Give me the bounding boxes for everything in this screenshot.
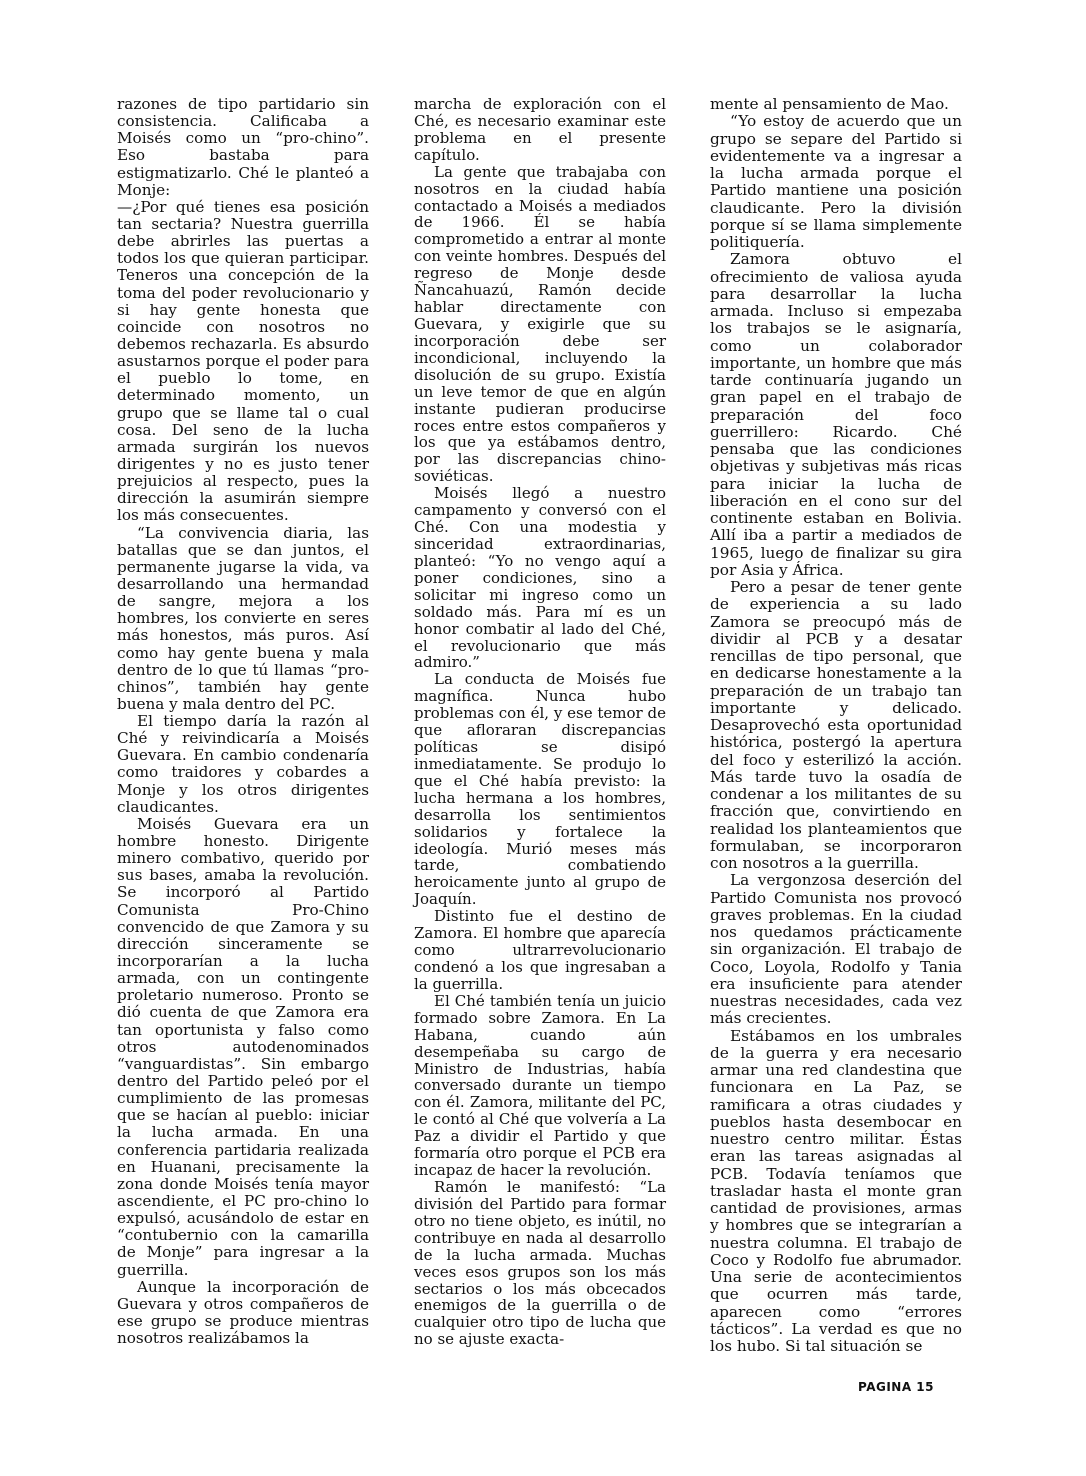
paragraph: “La convivencia diaria, las batallas que se dan juntos, el permanente jugarse la vida, va desarrollando una hermandad de sangre, mejora a los hombres, los convierte en seres más honestos, más puros. Así como hay gente buena y mala dentro de lo que tú llamas “pro-chinos”, también hay gente buena y mala dentro del PC. [117, 523, 369, 713]
paragraph: razones de tipo partidario sin consistencia. Calificaba a Moisés como un “pro-chino”. Eso bastaba para estigmatizarlo. Ché le planteó a Monje: [117, 95, 369, 199]
paragraph: La vergonzosa deserción del Partido Comunista nos provocó graves problemas. En la ciudad nos quedamos prácticamente sin organización. El trabajo de Coco, Loyola, Rodolfo y Tania era insuficiente para atender nuestras necesidades, cada vez más crecientes. [710, 871, 962, 1028]
text-column-right [710, 96, 962, 1355]
paragraph: Moisés llegó a nuestro campamento y conversó con el Ché. Con una modestia y sinceridad extraordinarias, planteó: “Yo no vengo aquí a poner condiciones, sino a solicitar mi ingreso como un soldado más. Para mí es un honor combatir al lado del Ché, el revolucionario que más admiro.” [414, 484, 666, 672]
paragraph: Moisés Guevara era un hombre honesto. Dirigente minero combativo, querido por sus bases, amaba la revolución. Se incorporó al Partido Comunista Pro-Chino convencido de que Zamora y su dirección sinceramente se incorporarían a la lucha armada, con un contingente proletario numeroso. Pronto se dió cuenta de que Zamora era tan oportunista y falso como otros autodenominados “vanguardistas”. Sin embargo dentro del Partido peleó por el cumplimiento de las promesas que se hacían al pueblo: iniciar la lucha armada. En una conferencia partidaria realizada en Huanani, precisamente la zona donde Moisés tenía mayor ascendiente, el PC pro-chino lo expulsó, acusándolo de estar en “contubernio con la camarilla de Monje” para ingresar a la guerrilla. [117, 814, 369, 1279]
paragraph: El tiempo daría la razón al Ché y reivindicaría a Moisés Guevara. En cambio condenaría como traidores y cobardes a Monje y los otros dirigentes claudicantes. [117, 712, 369, 816]
paragraph: Aunque la incorporación de Guevara y otros compañeros de ese grupo se produce mientras nosotros realizábamos la [117, 1277, 369, 1348]
paragraph: Pero a pesar de tener gente de experiencia a su lado Zamora se preocupó más de dividir al PCB y a desatar rencillas de tipo personal, que en dedicarse honestamente a la preparación de un trabajo tan importante y delicado. Desaprovechó esta oportunidad histórica, postergó la apertura del foco y esterilizó la acción. Más tarde tuvo la osadía de condenar a los militantes de su fracción que, convirtiendo en realidad los planteamientos que formulaban, se incorporaron con nosotros a la guerrilla. [710, 578, 962, 872]
page-number: PAGINA 15 [858, 1380, 935, 1394]
paragraph: Distinto fue el destino de Zamora. El hombre que aparecía como ultrarrevolucionario condenó a los que ingresaban a la guerrilla. [414, 907, 666, 993]
paragraph: El Ché también tenía un juicio formado sobre Zamora. En La Habana, cuando aún desempeñaba su cargo de Ministro de Industrias, había conversado durante un tiempo con él. Zamora, militante del PC, le contó al Ché que volvería a La Paz a dividir el Partido y que formaría otro porque el PCB era incapaz de hacer la revolución. [414, 991, 666, 1180]
paragraph: “Yo estoy de acuerdo que un grupo se separe del Partido si evidentemente va a ingresar a la lucha armada porque el Partido mantiene una posición claudicante. Pero la división porque sí se llama simplemente politiquería. [710, 112, 962, 251]
paragraph: Estábamos en los umbrales de la guerra y era necesario armar una red clandestina que funcionara en La Paz, se ramificara a otras ciudades y pueblos hasta desembocar en nuestro centro militar. Éstas eran las tareas asignadas al PCB. Todavía teníamos que trasladar hasta el monte gran cantidad de provisiones, armas y hombres que se integrarían a nuestra columna. El trabajo de Coco y Rodolfo fue abrumador. Una serie de acontecimientos que ocurren más tarde, aparecen como “errores tácticos”. La verdad es que no los hubo. Si tal situación se [710, 1026, 962, 1355]
paragraph: mente al pensamiento de Mao. [710, 95, 949, 113]
paragraph: La conducta de Moisés fue magnífica. Nunca hubo problemas con él, y ese temor de que afloraran discrepancias políticas se disipó inmediatamente. Se produjo lo que el Ché había previsto: la lucha hermana a los hombres, desarrolla los sentimientos solidarios y fortalece la ideología. Murió meses más tarde, combatiendo heroicamente junto al grupo de Joaquín. [414, 670, 666, 909]
paragraph: marcha de exploración con el Ché, es necesario examinar este problema en el presente capítulo. [414, 95, 666, 164]
paragraph: —¿Por qué tienes esa posición tan sectaria? Nuestra guerrilla debe abrirles las puertas a todos los que quieran participar. Teneros una concepción de la toma del poder revolucionario y si hay gente honesta que coincide con nosotros no debemos rechazarla. Es absurdo asustarnos porque el poder para el pueblo lo tome, en determinado momento, un grupo que se llame tal o cual cosa. Del seno de la lucha armada surgirán los nuevos dirigentes y no es justo tener prejuicios al respecto, pues la dirección la asumirán siempre los más consecuentes. [117, 197, 369, 525]
paragraph: La gente que trabajaba con nosotros en la ciudad había contactado a Moisés a mediados de 1966. Él se había comprometido a entrar al monte con veinte hombres. Después del regreso de Monje desde Ñancahuazú, Ramón decide hablar directamente con Guevara, y exigirle que su incorporación debe ser incondicional, incluyendo la disolución de su grupo. Existía un leve temor de que en algún instante pudieran producirse roces entre estos compañeros y los que ya estábamos dentro, por las discrepancias chino-soviéticas. [414, 162, 666, 486]
paragraph: Ramón le manifestó: “La división del Partido para formar otro no tiene objeto, es inútil, no contribuye en nada al desarrollo de la lucha armada. Muchas veces esos grupos son los más sectarios o los más obcecados enemigos de la guerrilla o de cualquier otro tipo de lucha que no se ajuste exacta- [414, 1178, 666, 1349]
paragraph: Zamora obtuvo el ofrecimiento de valiosa ayuda para desarrollar la lucha armada. Incluso si empezaba los trabajos se le asignaría, como un colaborador importante, un hombre que más tarde continuaría jugando un gran papel en el trabajo de preparación del foco guerrillero: Ricardo. Ché pensaba que las condiciones objetivas y subjetivas más ricas para iniciar la lucha de liberación en el cono sur del continente estaban en Bolivia. Allí iba a partir a mediados de 1965, luego de finalizar su gira por Asia y África. [710, 250, 962, 579]
text-column-left [117, 96, 369, 1347]
text-column-middle [414, 96, 666, 1348]
